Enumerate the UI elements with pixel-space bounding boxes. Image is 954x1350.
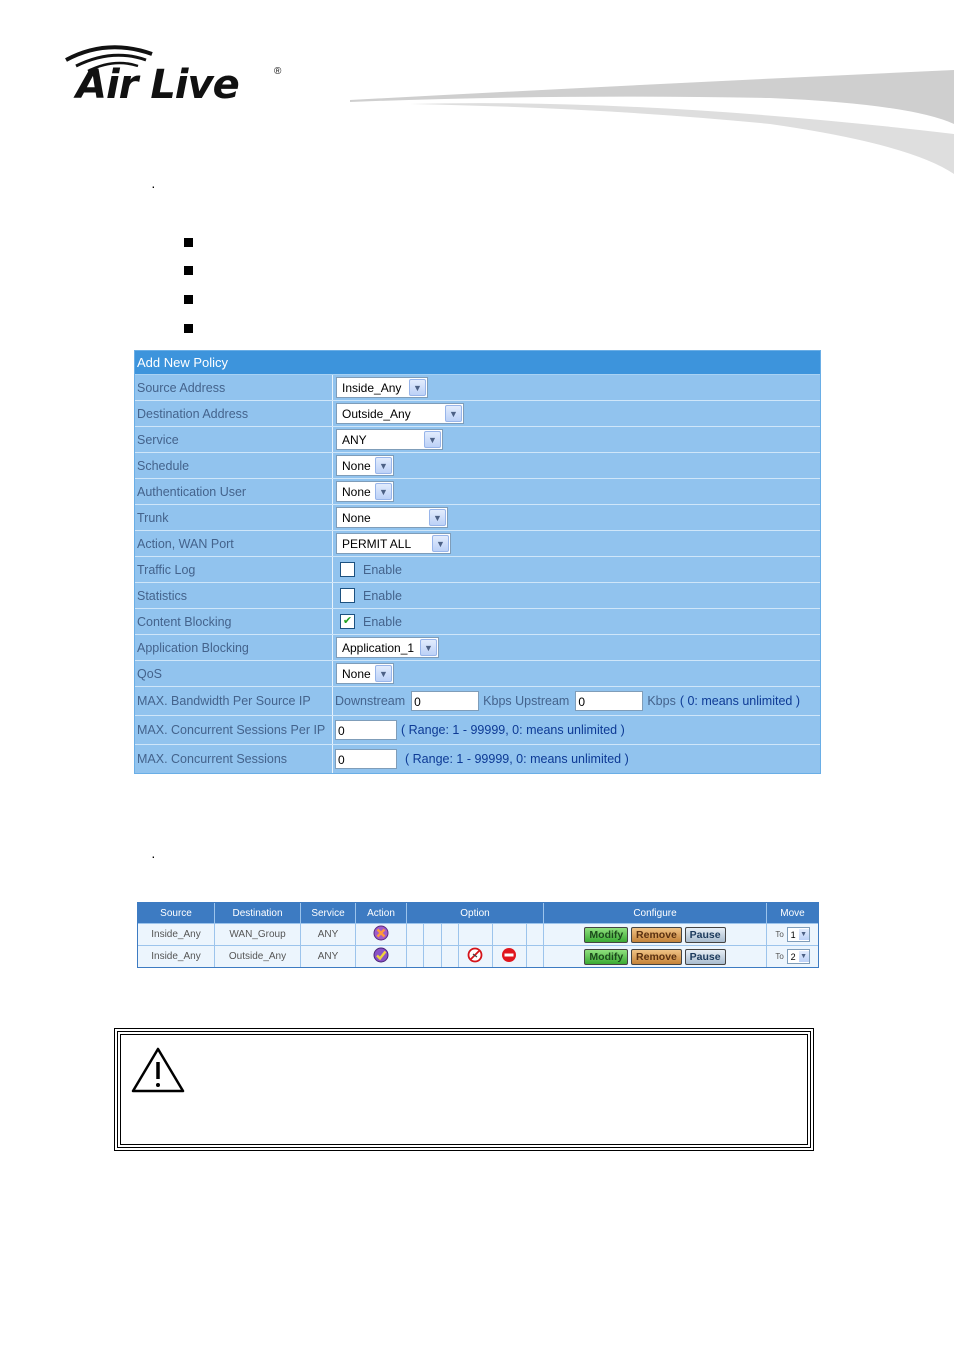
- add-new-policy-form: [134, 350, 821, 774]
- authentication-user-select[interactable]: None ▼: [336, 481, 394, 502]
- modify-button[interactable]: Modify: [584, 927, 628, 943]
- move-select[interactable]: 2 ▼: [787, 949, 810, 964]
- cell-service: ANY: [301, 946, 356, 968]
- cell-action: [356, 924, 407, 946]
- row-qos: [135, 661, 820, 687]
- bullet-icon: [184, 324, 193, 333]
- schedule-select[interactable]: None ▼: [336, 455, 394, 476]
- field-label: Service: [135, 427, 333, 452]
- field-label: Statistics: [135, 583, 333, 608]
- table-header-row: [138, 903, 818, 924]
- cell-source: Inside_Any: [138, 946, 215, 968]
- table-row: [138, 924, 818, 946]
- move-select[interactable]: 1 ▼: [787, 927, 810, 942]
- pause-button[interactable]: Pause: [685, 927, 726, 943]
- source-address-select[interactable]: Inside_Any ▼: [336, 377, 428, 398]
- header-service: Service: [301, 903, 356, 924]
- cell-destination: WAN_Group: [215, 924, 301, 946]
- cell-move: [767, 946, 819, 968]
- policy-list-table: [137, 902, 819, 968]
- cell-service: ANY: [301, 924, 356, 946]
- header-option: Option: [407, 903, 544, 924]
- chevron-down-icon: ▼: [424, 431, 441, 448]
- header-destination: Destination: [215, 903, 301, 924]
- chevron-down-icon: ▼: [429, 509, 446, 526]
- row-application-blocking: [135, 635, 820, 661]
- header-swoosh: [350, 64, 954, 176]
- chevron-down-icon: ▼: [420, 639, 437, 656]
- chevron-down-icon: ▼: [375, 665, 392, 682]
- field-label: Trunk: [135, 505, 333, 530]
- sessions-note: ( Range: 1 - 99999, 0: means unlimited ): [405, 752, 629, 766]
- row-source-address: [135, 375, 820, 401]
- cell-action: [356, 946, 407, 968]
- chevron-down-icon: ▼: [409, 379, 426, 396]
- row-trunk: [135, 505, 820, 531]
- remove-button[interactable]: Remove: [631, 927, 682, 943]
- warning-icon: [130, 1046, 186, 1094]
- row-schedule: [135, 453, 820, 479]
- chevron-down-icon: ▼: [375, 457, 392, 474]
- row-action-wan-port: [135, 531, 820, 557]
- table-row: [138, 946, 818, 968]
- header-configure: Configure: [544, 903, 767, 924]
- chevron-down-icon: ▼: [445, 405, 462, 422]
- row-statistics: Statistics Enable: [135, 583, 820, 609]
- row-authentication-user: [135, 479, 820, 505]
- statistics-checkbox[interactable]: [340, 588, 355, 603]
- cell-source: Inside_Any: [138, 924, 215, 946]
- pause-button[interactable]: Pause: [685, 949, 726, 965]
- row-max-sessions: [135, 745, 820, 773]
- row-service: [135, 427, 820, 453]
- field-label: MAX. Concurrent Sessions Per IP: [135, 716, 333, 744]
- row-content-blocking: Content Blocking ✔ Enable: [135, 609, 820, 635]
- kbps-upstream-label: Kbps Upstream: [483, 694, 570, 708]
- sessions-input[interactable]: 0: [335, 749, 397, 769]
- field-label: MAX. Bandwidth Per Source IP: [135, 687, 333, 715]
- kbps-label: Kbps: [647, 694, 676, 708]
- cell-destination: Outside_Any: [215, 946, 301, 968]
- field-label: Traffic Log: [135, 557, 333, 582]
- cell-configure: [544, 924, 767, 946]
- field-label: Action, WAN Port: [135, 531, 333, 556]
- field-label: QoS: [135, 661, 333, 686]
- bandwidth-note: ( 0: means unlimited ): [679, 694, 801, 708]
- checkmark-icon: ✔: [342, 615, 353, 627]
- action-wan-port-select[interactable]: PERMIT ALL ▼: [336, 533, 451, 554]
- content-blocking-checkbox[interactable]: [340, 614, 355, 629]
- trunk-select[interactable]: None ▼: [336, 507, 448, 528]
- field-label: Application Blocking: [135, 635, 333, 660]
- move-to-label: To: [775, 952, 784, 962]
- destination-address-select[interactable]: Outside_Any ▼: [336, 403, 464, 424]
- airlive-logo: [62, 42, 292, 108]
- deny-icon: [373, 925, 389, 941]
- header-move: Move: [767, 903, 819, 924]
- form-header: Add New Policy: [135, 351, 820, 375]
- field-label: Schedule: [135, 453, 333, 478]
- sessions-per-ip-note: ( Range: 1 - 99999, 0: means unlimited ): [401, 723, 625, 737]
- remove-button[interactable]: Remove: [631, 949, 682, 965]
- field-label: Source Address: [135, 375, 333, 400]
- step-mark: ·: [151, 178, 156, 194]
- registered-mark: ®: [274, 66, 282, 77]
- upstream-input[interactable]: 0: [575, 691, 643, 711]
- field-label: Destination Address: [135, 401, 333, 426]
- chevron-down-icon: ▼: [800, 953, 808, 960]
- row-traffic-log: Traffic Log Enable: [135, 557, 820, 583]
- chevron-down-icon: ▼: [432, 535, 449, 552]
- modify-button[interactable]: Modify: [584, 949, 628, 965]
- traffic-log-checkbox[interactable]: [340, 562, 355, 577]
- step-mark: ·: [151, 848, 156, 864]
- warning-box: [114, 1028, 814, 1151]
- statistics-icon: [467, 947, 483, 963]
- field-label: Authentication User: [135, 479, 333, 504]
- row-destination-address: [135, 401, 820, 427]
- header-source: Source: [138, 903, 215, 924]
- bullet-icon: [184, 238, 193, 247]
- field-label: MAX. Concurrent Sessions: [135, 745, 333, 773]
- permit-icon: [373, 947, 389, 963]
- downstream-label: Downstream: [335, 694, 406, 708]
- logo-wordmark: Air Live: [76, 62, 239, 108]
- row-max-bandwidth: [135, 687, 820, 716]
- application-blocking-select[interactable]: Application_1 ▼: [336, 637, 439, 658]
- cell-configure: [544, 946, 767, 968]
- content-blocking-icon: [501, 947, 517, 963]
- header-action: Action: [356, 903, 407, 924]
- chevron-down-icon: ▼: [800, 931, 808, 938]
- bullet-icon: [184, 295, 193, 304]
- sessions-per-ip-input[interactable]: 0: [335, 720, 397, 740]
- row-max-sessions-per-ip: [135, 716, 820, 745]
- chevron-down-icon: ▼: [375, 483, 392, 500]
- move-to-label: To: [775, 930, 784, 940]
- field-label: Content Blocking: [135, 609, 333, 634]
- cell-move: [767, 924, 819, 946]
- downstream-input[interactable]: 0: [411, 691, 479, 711]
- service-select[interactable]: ANY ▼: [336, 429, 443, 450]
- bullet-icon: [184, 266, 193, 275]
- qos-select[interactable]: None ▼: [336, 663, 394, 684]
